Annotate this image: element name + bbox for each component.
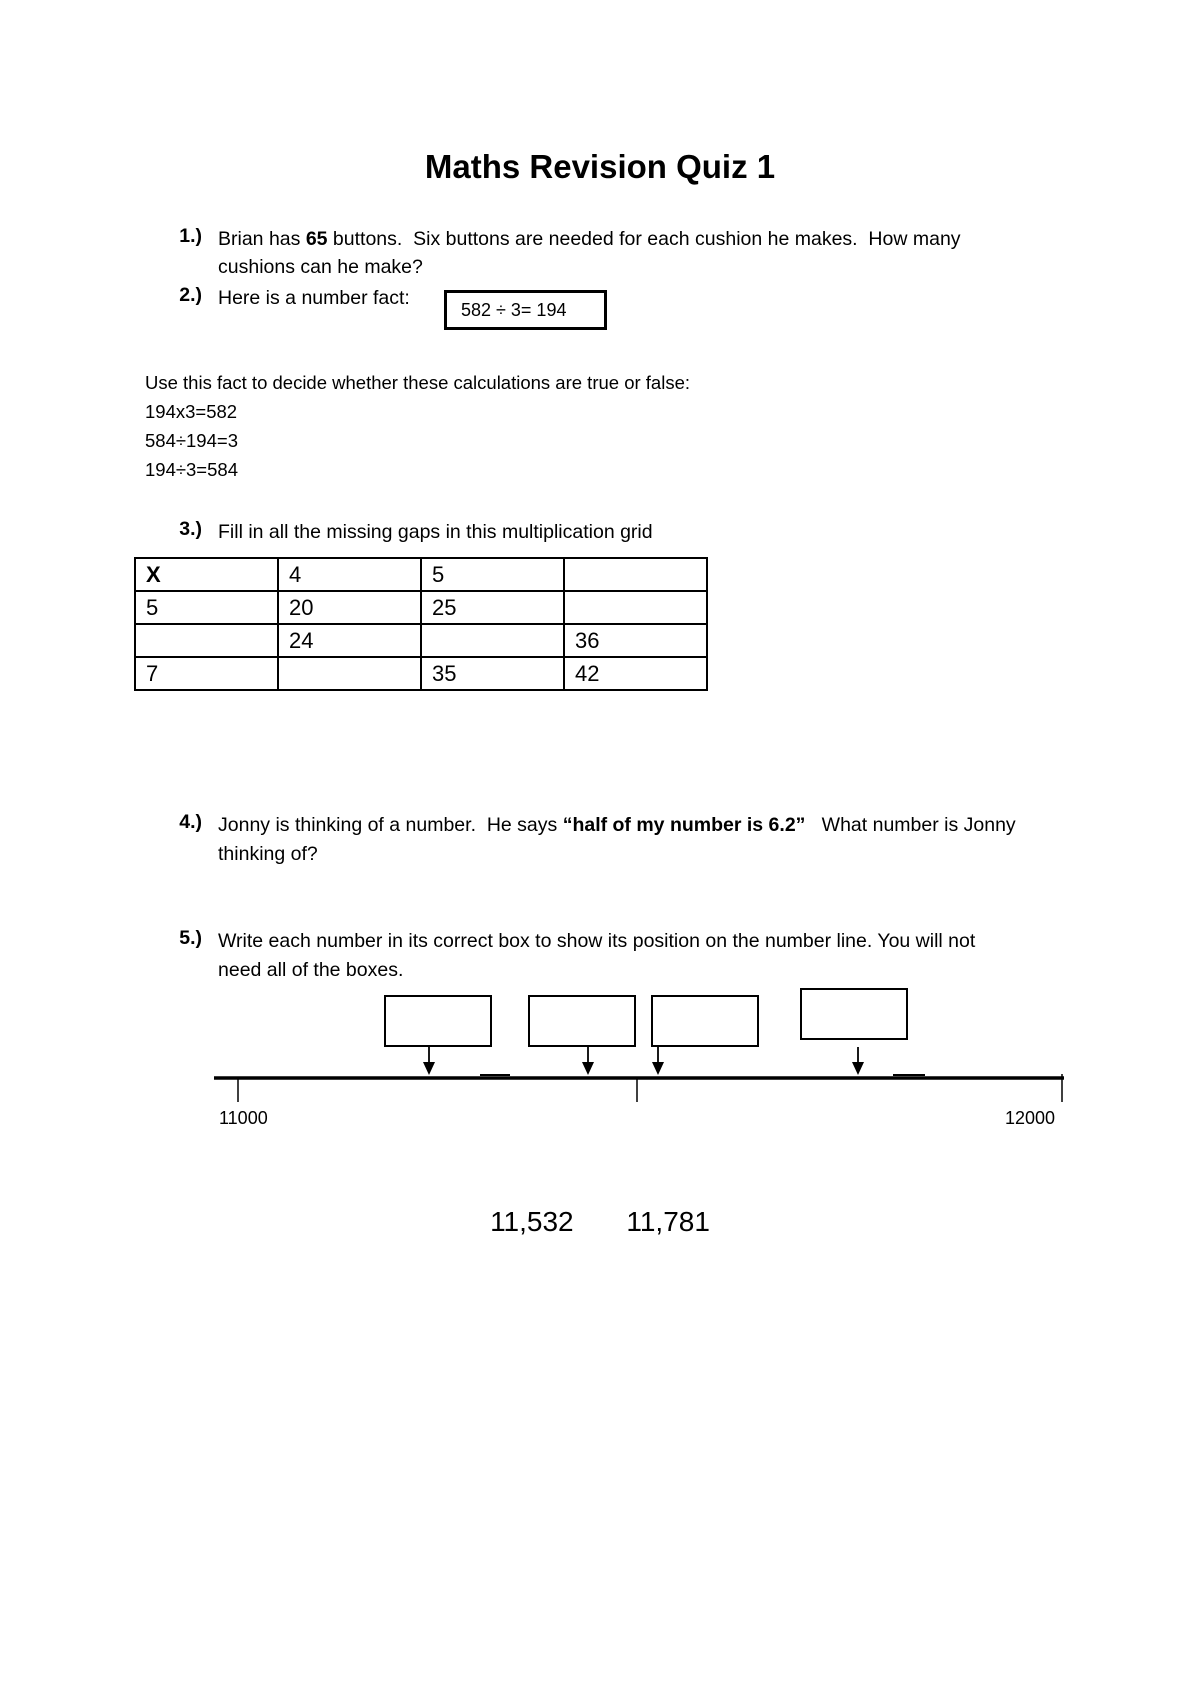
question-number: 4.) xyxy=(179,811,202,833)
grid-cell: 24 xyxy=(278,624,421,657)
text-part: Brian has xyxy=(218,228,306,250)
text-number: 65 xyxy=(305,228,328,250)
page-title: Maths Revision Quiz 1 xyxy=(424,148,776,185)
grid-cell: 5 xyxy=(421,558,564,591)
grid-cell: 42 xyxy=(564,657,707,690)
text-part: Jonny is thinking of a number. He says xyxy=(218,814,563,836)
question-number: 5.) xyxy=(179,927,202,949)
numbers-to-place: 11,532 11,781 xyxy=(490,1206,710,1237)
grid-cell: 5 xyxy=(135,591,278,624)
question-number: 3.) xyxy=(179,518,202,540)
question-text: Here is a number fact: xyxy=(218,287,410,309)
question-number: 2.) xyxy=(179,284,202,306)
grid-cell: 7 xyxy=(135,657,278,690)
grid-cell: 36 xyxy=(564,624,707,657)
grid-cell: 4 xyxy=(278,558,421,591)
axis-start-label: 11000 xyxy=(219,1108,268,1128)
arrow-icon xyxy=(423,1047,435,1075)
calculation-2: 584÷194=3 xyxy=(145,430,238,451)
axis-end-label: 12000 xyxy=(1005,1108,1056,1128)
question-text-cont: cushions can he make? xyxy=(218,256,423,278)
text-part: What number is Jonny xyxy=(805,814,1016,836)
arrow-icon xyxy=(852,1047,864,1075)
question-text: Fill in all the missing gaps in this multiplication grid xyxy=(218,521,653,543)
grid-cell: X xyxy=(135,558,278,591)
instruction-text: Use this fact to decide whether these calculations are true or false: xyxy=(145,372,691,393)
question-text-cont: need all of the boxes. xyxy=(218,959,404,981)
calculation-1: 194x3=582 xyxy=(145,401,238,422)
arrow-icon xyxy=(582,1047,594,1075)
grid-cell: 35 xyxy=(421,657,564,690)
arrow-icon xyxy=(652,1047,664,1075)
question-text-cont: thinking of? xyxy=(218,843,318,865)
question-number: 1.) xyxy=(179,225,202,247)
question-text: Write each number in its correct box to show its position on the number line. You will not xyxy=(218,930,976,952)
quote-text: “half of my number is 6.2” xyxy=(562,814,806,836)
calculation-3: 194÷3=584 xyxy=(145,459,238,480)
text-part: buttons. Six buttons are needed for each cushion he makes. How many xyxy=(327,228,961,250)
grid-cell: 25 xyxy=(421,591,564,624)
grid-cell: 20 xyxy=(278,591,421,624)
number-fact-box: 582 ÷ 3= 194 xyxy=(444,290,607,330)
